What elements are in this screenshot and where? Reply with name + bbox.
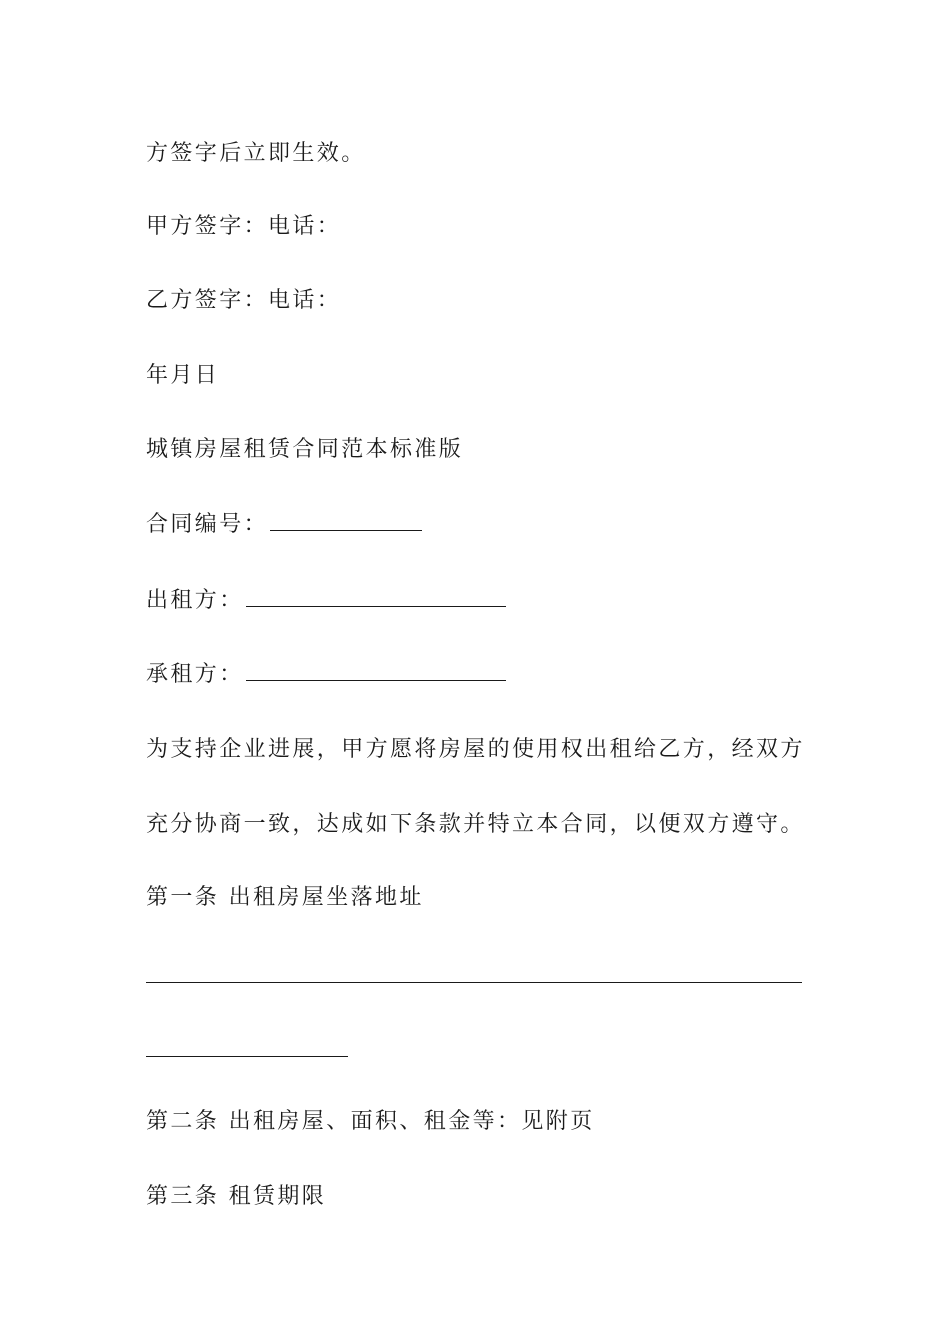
lessor-row <box>146 586 506 616</box>
article-3-heading: 第三条 租赁期限 <box>146 1184 327 1209</box>
text-line-effective: 方签字后立即生效。 <box>146 141 366 166</box>
address-blank-line-2 <box>146 1056 348 1057</box>
text-line-date: 年月日 <box>146 363 220 388</box>
lessee-row <box>146 660 506 690</box>
article-2-heading: 第二条 出租房屋、面积、租金等：见附页 <box>146 1109 595 1134</box>
lessee-label: 承租方： <box>146 662 244 687</box>
lessee-blank <box>246 660 506 681</box>
contract-number-blank <box>270 510 422 531</box>
document-title: 城镇房屋租赁合同范本标准版 <box>146 437 464 462</box>
article-1-heading: 第一条 出租房屋坐落地址 <box>146 885 424 910</box>
lessor-label: 出租方： <box>146 588 244 613</box>
text-line-intro-2: 充分协商一致，达成如下条款并特立本合同，以便双方遵守。 <box>146 812 805 837</box>
text-line-party-a-signature: 甲方签字：电话： <box>146 214 342 239</box>
text-line-party-b-signature: 乙方签字：电话： <box>146 288 342 313</box>
contract-number-label: 合同编号： <box>146 512 269 537</box>
address-blank-line-1 <box>146 982 802 983</box>
contract-number-row <box>146 510 422 540</box>
lessor-blank <box>246 586 506 607</box>
text-line-intro-1: 为支持企业进展，甲方愿将房屋的使用权出租给乙方，经双方 <box>146 737 805 762</box>
